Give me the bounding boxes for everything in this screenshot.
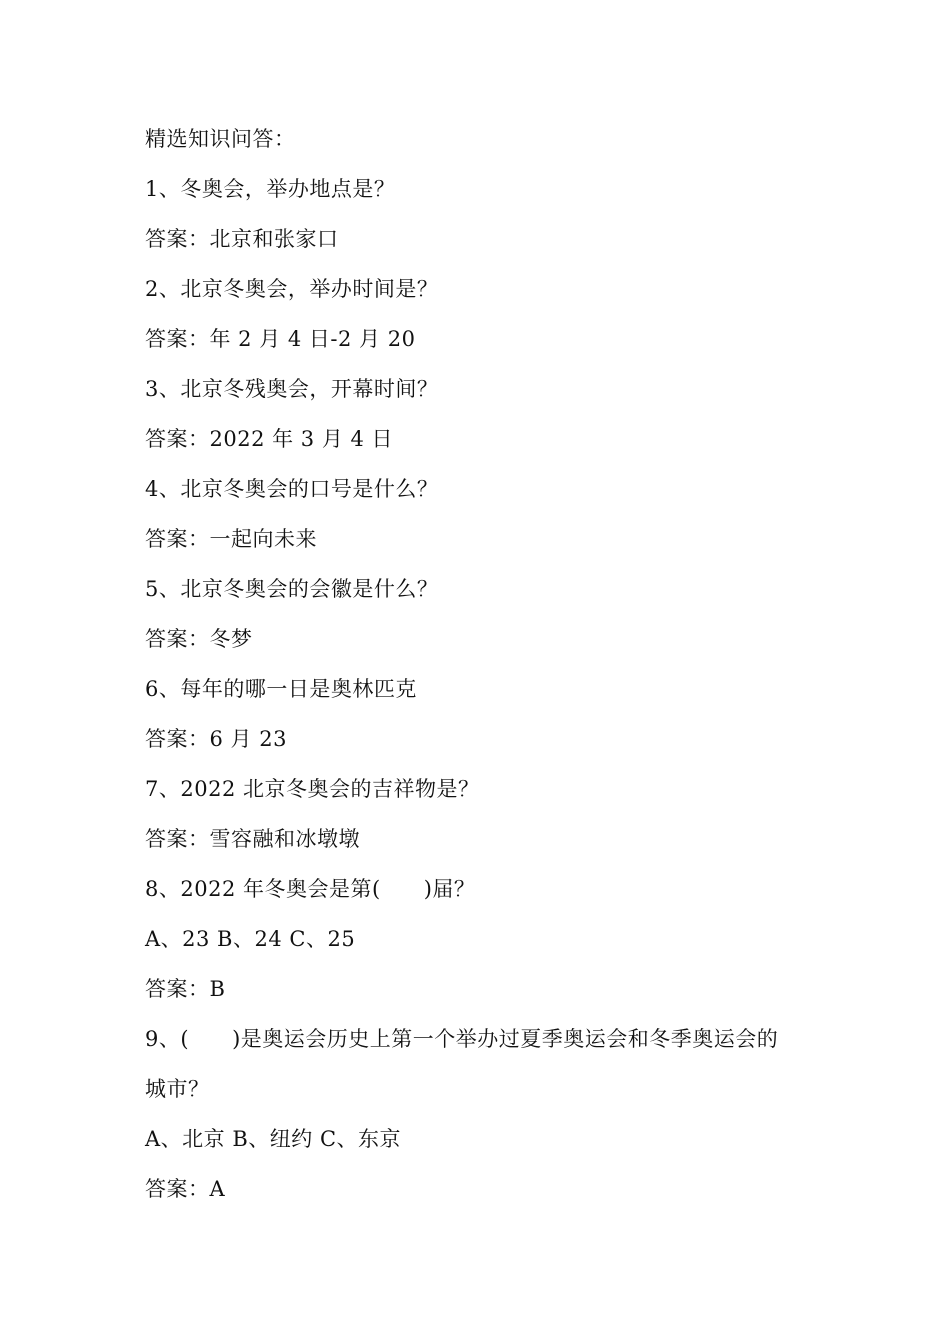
- answer-2: 答案：年 2 月 4 日-2 月 20: [145, 327, 416, 351]
- answer-7: 答案：雪容融和冰墩墩: [145, 827, 360, 851]
- question-8: 8、2022 年冬奥会是第( )届？: [145, 877, 476, 901]
- options-8: A、23 B、24 C、25: [145, 927, 356, 951]
- question-1: 1、冬奥会，举办地点是？: [145, 177, 396, 201]
- question-6: 6、每年的哪一日是奥林匹克: [145, 677, 417, 701]
- answer-8: 答案：B: [145, 977, 226, 1001]
- question-9-continued: 城市？: [145, 1077, 210, 1101]
- question-2: 2、北京冬奥会，举办时间是？: [145, 277, 439, 301]
- question-9: 9、( )是奥运会历史上第一个举办过夏季奥运会和冬季奥运会的: [145, 1027, 779, 1051]
- answer-3: 答案：2022 年 3 月 4 日: [145, 427, 394, 451]
- answer-1: 答案：北京和张家口: [145, 227, 339, 251]
- question-5: 5、北京冬奥会的会徽是什么？: [145, 577, 439, 601]
- options-9: A、北京 B、纽约 C、东京: [145, 1127, 402, 1151]
- answer-4: 答案：一起向未来: [145, 527, 317, 551]
- qa-content: [145, 114, 825, 1214]
- question-3: 3、北京冬残奥会，开幕时间？: [145, 377, 439, 401]
- question-7: 7、2022 北京冬奥会的吉祥物是？: [145, 777, 480, 801]
- answer-9: 答案：A: [145, 1177, 226, 1201]
- section-heading: 精选知识问答：: [145, 127, 296, 151]
- answer-5: 答案：冬梦: [145, 627, 253, 651]
- answer-6: 答案：6 月 23: [145, 727, 287, 751]
- question-4: 4、北京冬奥会的口号是什么？: [145, 477, 439, 501]
